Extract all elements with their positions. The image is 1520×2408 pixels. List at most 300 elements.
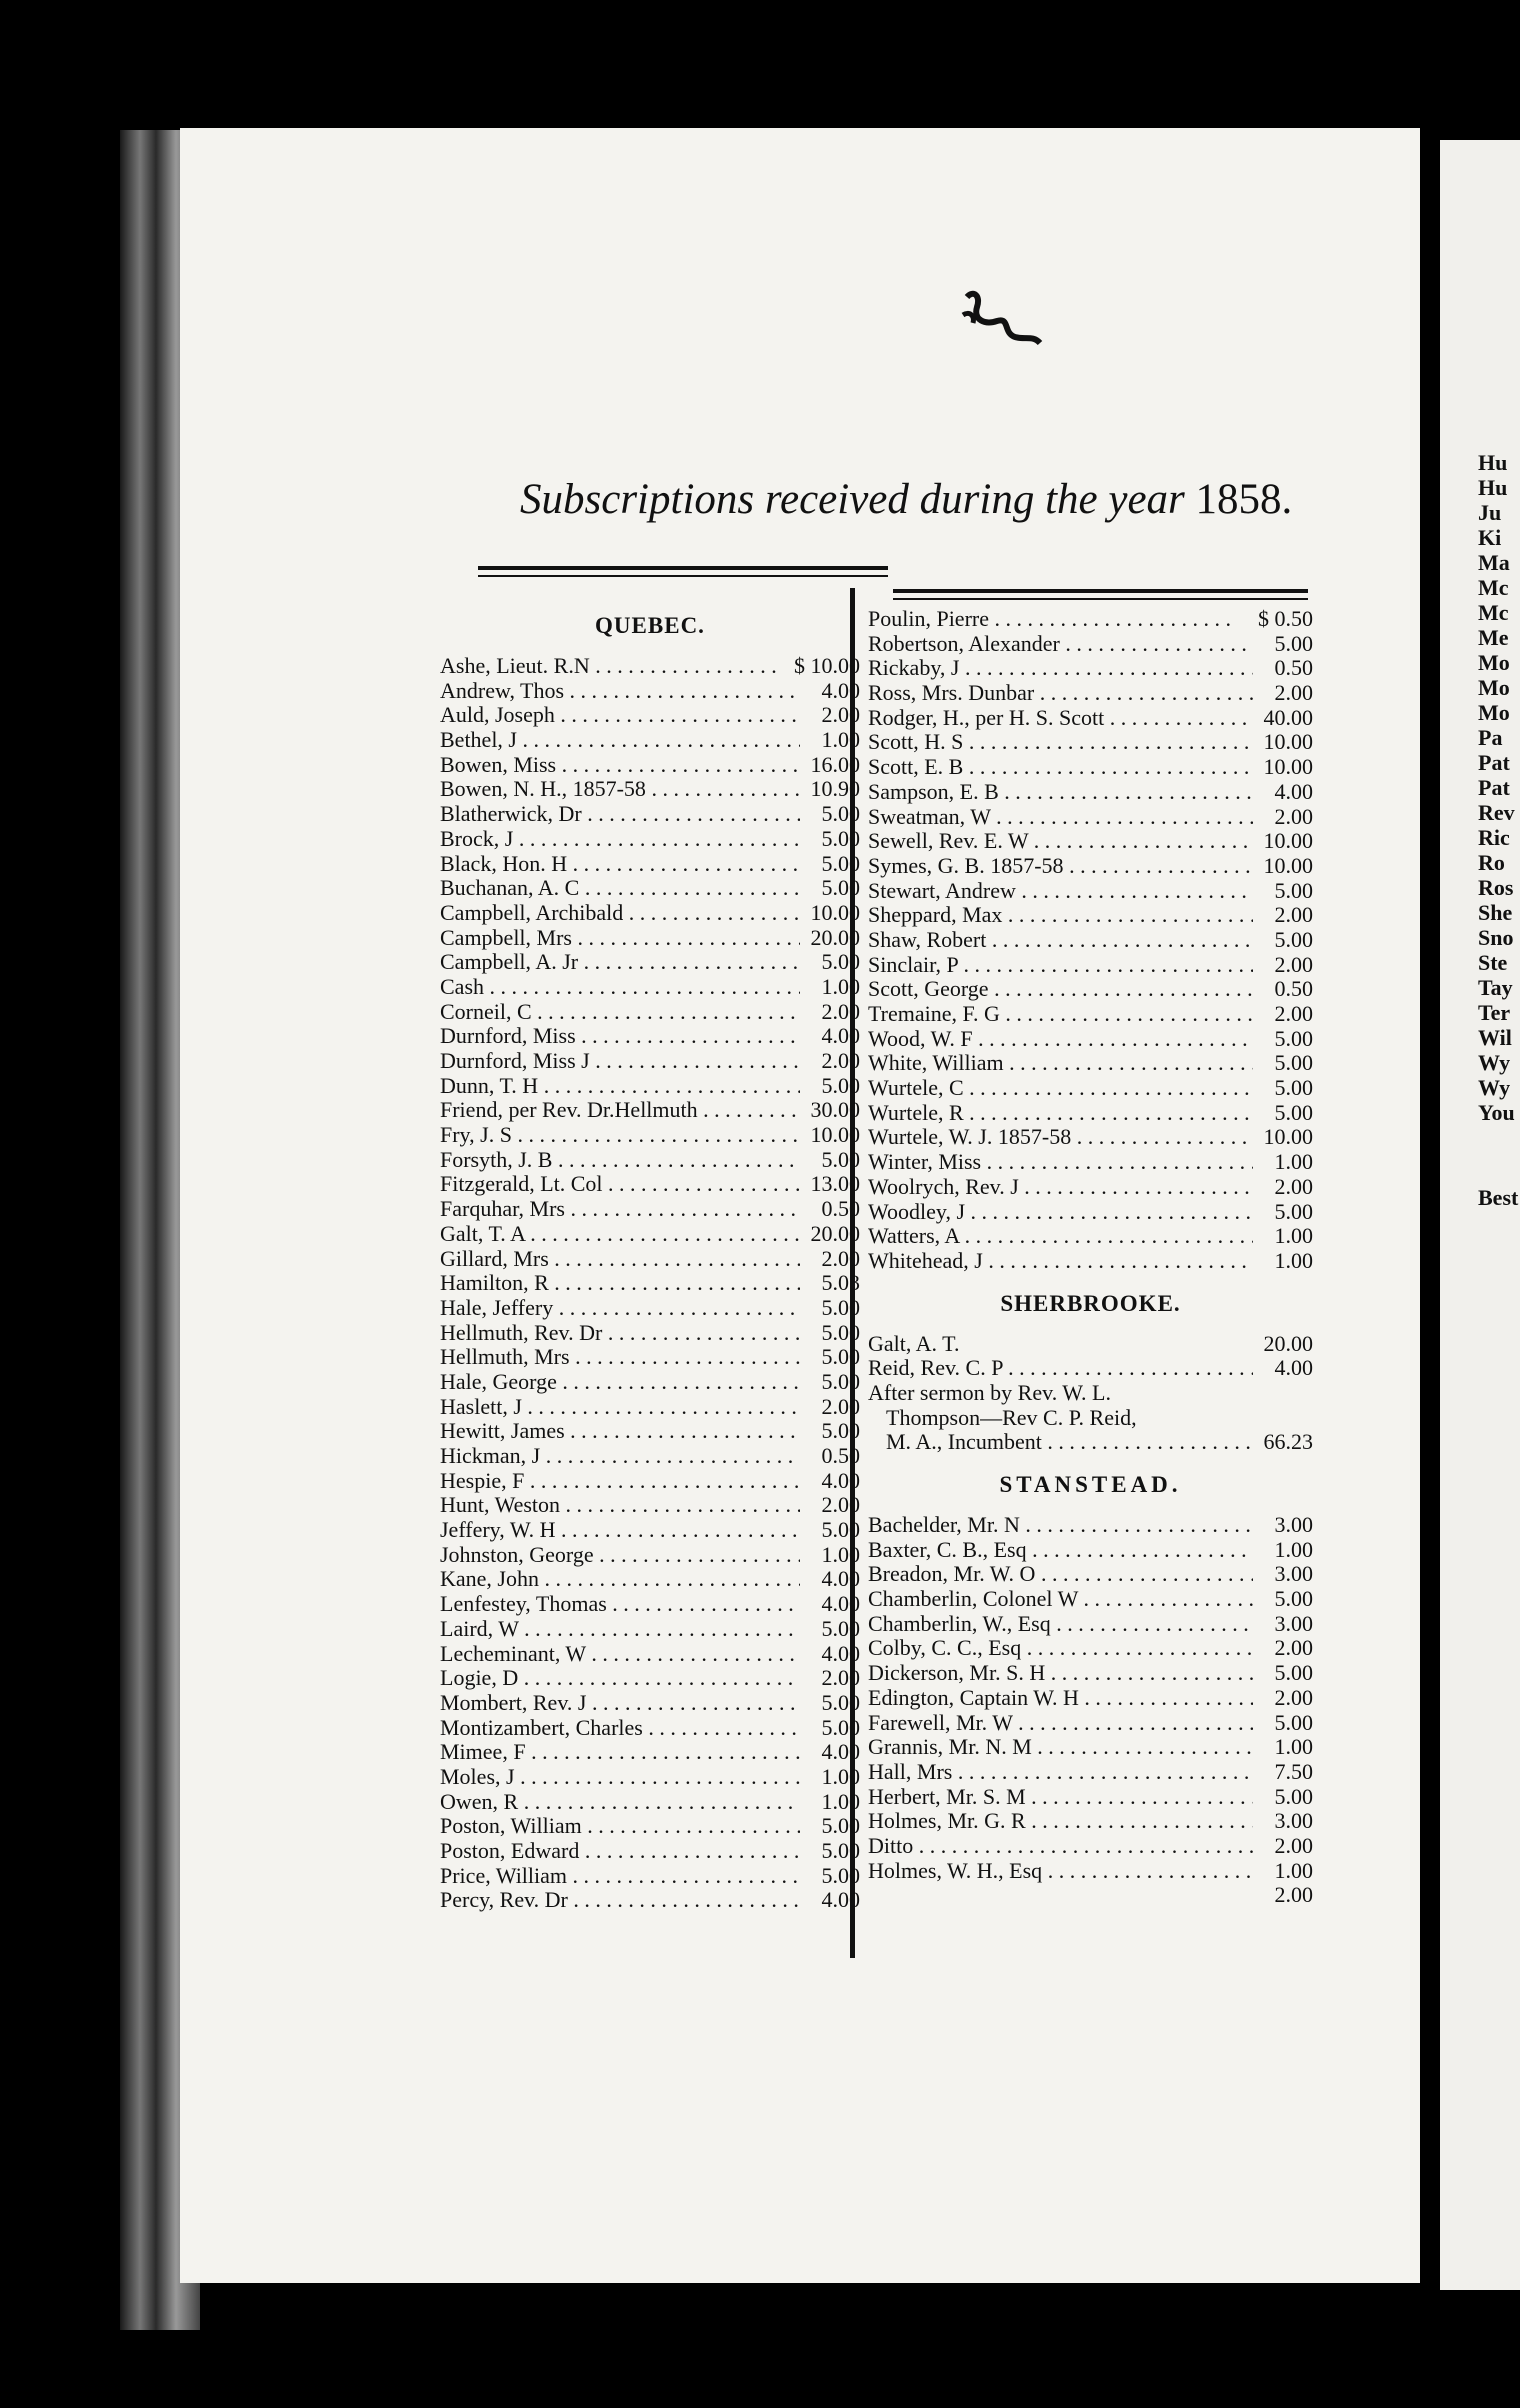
quebec-continued-row: [868, 1174, 1313, 1199]
entry-name: Lecheminant, W . . .: [440, 1641, 800, 1667]
quebec-continued-row: [868, 804, 1313, 829]
entry-amount: 2.00: [1274, 803, 1313, 829]
adjacent-page-fragment: Ric: [1478, 825, 1510, 850]
entry-name: Andrew, Thos . . .: [440, 678, 800, 704]
entry-name: Robertson, Alexander . . .: [868, 631, 1253, 657]
quebec-continued-row: [868, 631, 1313, 656]
entry-amount: 3.00: [1274, 1561, 1313, 1587]
entry-amount: 2.00: [821, 1245, 860, 1271]
entry-amount: 10.00: [1263, 729, 1313, 755]
quebec-entry-row: [440, 1097, 860, 1122]
quebec-entry-row: [440, 1320, 860, 1345]
quebec-entry-row: [440, 1715, 860, 1740]
entry-name: Buchanan, A. C . . .: [440, 875, 800, 901]
quebec-entry-row: [440, 826, 860, 851]
entry-name: Forsyth, J. B . . .: [440, 1147, 800, 1173]
entry-amount: 5.00: [821, 801, 860, 827]
entry-name: Dunn, T. H . . .: [440, 1073, 800, 1099]
quebec-entry-row: [440, 1418, 860, 1443]
entry-name: Black, Hon. H . . .: [440, 851, 800, 877]
entry-amount: 5.00: [821, 1615, 860, 1641]
entry-amount: 5.00: [1274, 1050, 1313, 1076]
entry-name: Percy, Rev. Dr . . .: [440, 1887, 800, 1913]
entry-name: Brock, J . . .: [440, 826, 800, 852]
quebec-entry-row: [440, 925, 860, 950]
quebec-continued-row: [868, 1223, 1313, 1248]
stanstead-entry-row: [868, 1784, 1313, 1809]
entry-amount: 5.00: [821, 1813, 860, 1839]
quebec-continued-row: [868, 1100, 1313, 1125]
entry-name: Tremaine, F. G . . .: [868, 1001, 1253, 1027]
entry-name: Stewart, Andrew . . .: [868, 878, 1253, 904]
adjacent-page-fragment: Mc: [1478, 575, 1509, 600]
quebec-entry-row: [440, 1344, 860, 1369]
adjacent-page-fragment: Wy: [1478, 1075, 1511, 1100]
entry-name: Woolrych, Rev. J . . .: [868, 1174, 1253, 1200]
entry-amount: 5.00: [821, 1689, 860, 1715]
adjacent-page-fragment: Wil: [1478, 1025, 1512, 1050]
stanstead-entry-row: [868, 1512, 1313, 1537]
entry-name: Bachelder, Mr. N . . .: [868, 1512, 1253, 1538]
entry-amount: 5.00: [1274, 1075, 1313, 1101]
entry-amount: 1.00: [1274, 1536, 1313, 1562]
entry-amount: 4.00: [821, 1887, 860, 1913]
entry-name: Sampson, E. B . . .: [868, 779, 1253, 805]
title-rule-right-thin: [893, 598, 1308, 600]
stanstead-entry-row: [868, 1710, 1313, 1735]
entry-name: Fry, J. S . . .: [440, 1122, 800, 1148]
quebec-continued-row: [868, 878, 1313, 903]
adjacent-page-fragment: Hu: [1478, 475, 1508, 500]
entry-name: Price, William . . .: [440, 1863, 800, 1889]
quebec-continued-row: [868, 655, 1313, 680]
stanstead-entry-row: [868, 1685, 1313, 1710]
sherbrooke-entry-row: [868, 1380, 1313, 1405]
quebec-entry-row: [440, 776, 860, 801]
entry-name: Sheppard, Max . . .: [868, 902, 1253, 928]
entry-amount: 2.00: [821, 998, 860, 1024]
stanstead-list: [868, 1512, 1313, 1907]
quebec-continued-row: [868, 976, 1313, 1001]
entry-name: Jeffery, W. H . . .: [440, 1517, 800, 1543]
entry-name: Wurtele, C . . .: [868, 1075, 1253, 1101]
entry-name: Winter, Miss . . .: [868, 1149, 1253, 1175]
entry-name: Blatherwick, Dr . . .: [440, 801, 800, 827]
adjacent-page-fragment: Mo: [1478, 700, 1510, 725]
entry-amount: 5.00: [821, 1146, 860, 1172]
ink-mark: [955, 285, 1055, 360]
entry-name: Scott, George . . .: [868, 976, 1253, 1002]
entry-name: Edington, Captain W. H . . .: [868, 1685, 1253, 1711]
title-year: 1858.: [1195, 476, 1293, 523]
sherbrooke-list: [868, 1331, 1313, 1454]
entry-amount: 30.00: [810, 1097, 860, 1123]
entry-amount: 0.50: [821, 1443, 860, 1468]
quebec-continued-row: [868, 952, 1313, 977]
entry-amount: 1.00: [821, 727, 860, 753]
entry-amount: 5.00: [821, 875, 860, 901]
entry-amount: 2.00: [821, 1393, 860, 1419]
entry-name: Hale, Jeffery . . .: [440, 1295, 800, 1321]
adjacent-page-fragment: Rev: [1478, 800, 1515, 825]
entry-amount: 1.00: [1274, 1857, 1313, 1883]
entry-name: Rodger, H., per H. S. Scott . . .: [868, 705, 1253, 731]
entry-name: Hale, George . . .: [440, 1369, 800, 1395]
entry-amount: 20.00: [810, 1220, 860, 1246]
entry-name: Laird, W . . .: [440, 1616, 800, 1642]
quebec-entry-row: [440, 1073, 860, 1098]
quebec-entry-row: [440, 1764, 860, 1789]
entry-amount: 40.00: [1263, 704, 1313, 730]
quebec-entry-row: [440, 702, 860, 727]
sherbrooke-entry-row: [868, 1405, 1313, 1430]
entry-name: M. A., Incumbent . . .: [868, 1429, 1253, 1455]
adjacent-page-fragment: Ter: [1478, 1000, 1511, 1025]
quebec-entry-row: [440, 900, 860, 925]
adjacent-page-fragment: Best: [1478, 1185, 1519, 1210]
entry-amount: 1.00: [821, 973, 860, 999]
quebec-entry-row: [440, 1122, 860, 1147]
sherbrooke-entry-row: [868, 1331, 1313, 1356]
entry-name: Farquhar, Mrs . . .: [440, 1196, 800, 1222]
quebec-entry-row: [440, 1369, 860, 1394]
entry-amount: 2.00: [821, 1665, 860, 1691]
entry-amount: 2.00: [821, 1048, 860, 1073]
entry-amount: 2.00: [1274, 1173, 1313, 1199]
adjacent-page-fragment: Pat: [1478, 750, 1510, 775]
quebec-continued-row: [868, 1001, 1313, 1026]
entry-amount: 3.00: [1274, 1610, 1313, 1636]
stanstead-entry-row: [868, 1586, 1313, 1611]
entry-name: After sermon by Rev. W. L.: [868, 1379, 1111, 1405]
entry-amount: 1.00: [1274, 1149, 1313, 1175]
entry-name: Wurtele, R . . .: [868, 1100, 1253, 1126]
quebec-entry-row: [440, 1616, 860, 1641]
entry-amount: 3.00: [1274, 1808, 1313, 1834]
entry-name: Symes, G. B. 1857-58 . . .: [868, 853, 1253, 879]
entry-name: Breadon, Mr. W. O . . .: [868, 1561, 1253, 1587]
entry-amount: 2.00: [1274, 1882, 1313, 1908]
entry-name: Owen, R . . .: [440, 1789, 800, 1815]
stanstead-entry-row: [868, 1808, 1313, 1833]
entry-amount: 10.00: [810, 1122, 860, 1148]
quebec-continued-row: [868, 1248, 1313, 1273]
adjacent-page-fragment: Ros: [1478, 875, 1514, 900]
entry-amount: 4.00: [1274, 778, 1313, 804]
entry-name: Johnston, George . . .: [440, 1542, 800, 1568]
entry-amount: 5.00: [821, 825, 860, 851]
quebec-entry-row: [440, 851, 860, 876]
entry-name: Poston, William . . .: [440, 1813, 800, 1839]
entry-name: Thompson—Rev C. P. Reid,: [886, 1404, 1137, 1430]
quebec-column: [440, 595, 860, 1912]
quebec-entry-row: [440, 1492, 860, 1517]
entry-amount: 2.00: [1274, 1001, 1313, 1026]
entry-name: Shaw, Robert . . .: [868, 927, 1253, 953]
entry-name: Ditto . . .: [868, 1833, 1253, 1859]
entry-name: Corneil, C . . .: [440, 999, 800, 1025]
entry-name: Lenfestey, Thomas . . .: [440, 1591, 800, 1617]
entry-amount: 5.00: [821, 1418, 860, 1444]
quebec-entry-row: [440, 1813, 860, 1838]
quebec-heading: QUEBEC.: [595, 613, 705, 638]
quebec-entry-row: [440, 1394, 860, 1419]
adjacent-page-fragment: Mc: [1478, 600, 1509, 625]
entry-amount: 1.00: [821, 1788, 860, 1814]
entry-amount: 2.00: [1274, 1635, 1313, 1661]
entry-name: Hellmuth, Rev. Dr . . .: [440, 1320, 800, 1346]
entry-name: Scott, H. S . . .: [868, 729, 1253, 755]
quebec-entry-row: [440, 1591, 860, 1616]
stanstead-entry-row: [868, 1759, 1313, 1784]
quebec-continued-row: [868, 1075, 1313, 1100]
stanstead-entry-row: [868, 1833, 1313, 1858]
adjacent-page-fragment: Mo: [1478, 650, 1510, 675]
stanstead-entry-row: [868, 1537, 1313, 1562]
quebec-entry-row: [440, 1641, 860, 1666]
entry-amount: 5.00: [1274, 1709, 1313, 1735]
entry-name: Campbell, Mrs . . .: [440, 925, 800, 951]
quebec-entry-row: [440, 801, 860, 826]
title-rule-right-thick: [893, 589, 1308, 593]
entry-amount: 2.00: [1274, 680, 1313, 706]
entry-amount: 2.00: [1274, 1684, 1313, 1710]
title-rule-left-thin: [478, 575, 888, 577]
entry-amount: 10.00: [1263, 852, 1313, 878]
stanstead-entry-row: [868, 1561, 1313, 1586]
entry-amount: 2.00: [821, 1492, 860, 1518]
entry-amount: 5.00: [1274, 926, 1313, 952]
quebec-continued-row: [868, 729, 1313, 754]
quebec-entry-row: [440, 1147, 860, 1172]
entry-amount: 10.00: [1263, 754, 1313, 780]
entry-amount: 2.00: [1274, 1832, 1313, 1858]
quebec-entry-row: [440, 1270, 860, 1295]
quebec-continued-row: [868, 779, 1313, 804]
entry-amount: 13.00: [810, 1171, 860, 1197]
adjacent-page-fragment: Hu: [1478, 450, 1508, 475]
entry-name: Holmes, Mr. G. R . . .: [868, 1808, 1253, 1834]
adjacent-page-fragment: Sno: [1478, 925, 1514, 950]
adjacent-page-fragment: Mo: [1478, 675, 1510, 700]
quebec-continued-list: [868, 606, 1313, 1273]
quebec-entry-row: [440, 1690, 860, 1715]
entry-name: Mombert, Rev. J . . .: [440, 1690, 800, 1716]
entry-amount: 2.00: [821, 702, 860, 728]
entry-amount: 0.50: [1274, 655, 1313, 681]
entry-amount: 3.00: [1274, 1512, 1313, 1537]
entry-name: Hellmuth, Mrs . . .: [440, 1344, 800, 1370]
entry-name: Hamilton, R . . .: [440, 1270, 800, 1296]
adjacent-page-fragment: Ste: [1478, 950, 1508, 975]
entry-name: Chamberlin, Colonel W . . .: [868, 1586, 1253, 1612]
entry-name: Dickerson, Mr. S. H . . .: [868, 1660, 1253, 1686]
entry-amount: 5.00: [821, 1294, 860, 1320]
quebec-entry-row: [440, 727, 860, 752]
quebec-continued-row: [868, 828, 1313, 853]
adjacent-page-fragment: She: [1478, 900, 1513, 925]
quebec-continued-row: [868, 902, 1313, 927]
entry-amount: 20.00: [1263, 1330, 1313, 1356]
right-column: [868, 606, 1313, 1907]
quebec-continued-row: [868, 927, 1313, 952]
entry-name: Hunt, Weston . . .: [440, 1492, 800, 1518]
quebec-entry-row: [440, 1246, 860, 1271]
adjacent-page-fragment: You: [1478, 1100, 1515, 1125]
entry-amount: $ 0.50: [1258, 606, 1313, 631]
entry-name: Chamberlin, W., Esq . . .: [868, 1611, 1253, 1637]
entry-name: Montizambert, Charles . . .: [440, 1715, 800, 1741]
quebec-entry-row: [440, 1443, 860, 1468]
entry-name: Poulin, Pierre . . .: [868, 606, 1231, 632]
entry-amount: 1.00: [1274, 1734, 1313, 1760]
quebec-entry-row: [440, 1838, 860, 1863]
entry-name: Hickman, J . . .: [440, 1443, 800, 1469]
adjacent-page-strip: [1440, 140, 1520, 2290]
adjacent-page-fragment: Me: [1478, 625, 1509, 650]
entry-name: Baxter, C. B., Esq . . .: [868, 1537, 1253, 1563]
entry-name: Bowen, N. H., 1857-58 . . .: [440, 776, 800, 802]
quebec-entry-row: [440, 1887, 860, 1912]
entry-amount: 5.00: [821, 1368, 860, 1394]
adjacent-page-fragment: Ma: [1478, 550, 1510, 575]
entry-amount: 10.00: [810, 899, 860, 925]
quebec-list: [440, 653, 860, 1912]
stanstead-entry-row: [868, 1611, 1313, 1636]
entry-amount: 0.50: [1274, 976, 1313, 1002]
adjacent-page-fragment: Ki: [1478, 525, 1502, 550]
quebec-entry-row: [440, 1196, 860, 1221]
quebec-entry-row: [440, 1221, 860, 1246]
entry-amount: 5.03: [821, 1270, 860, 1296]
quebec-continued-row: [868, 1199, 1313, 1224]
entry-amount: 5.00: [821, 1714, 860, 1740]
quebec-entry-row: [440, 999, 860, 1024]
entry-amount: $ 10.00: [794, 653, 860, 678]
entry-amount: 5.00: [1274, 1025, 1313, 1051]
entry-amount: 5.00: [821, 1517, 860, 1543]
stanstead-entry-row: [868, 1635, 1313, 1660]
entry-name: Haslett, J . . .: [440, 1394, 800, 1420]
sherbrooke-heading: SHERBROOKE.: [1000, 1290, 1181, 1316]
entry-amount: 0.50: [821, 1196, 860, 1222]
entry-name: Sweatman, W . . .: [868, 804, 1253, 830]
entry-name: Fitzgerald, Lt. Col . . .: [440, 1171, 800, 1197]
entry-amount: 5.00: [821, 1838, 860, 1863]
entry-name: Sinclair, P . . .: [868, 952, 1253, 978]
quebec-continued-row: [868, 680, 1313, 705]
entry-amount: 4.00: [821, 1467, 860, 1493]
title-rule-left-thick: [478, 566, 888, 570]
adjacent-page-fragment: Tay: [1478, 975, 1513, 1000]
entry-name: Campbell, Archibald . . .: [440, 900, 800, 926]
entry-amount: 5.00: [1274, 877, 1313, 903]
entry-amount: 5.00: [821, 850, 860, 876]
entry-amount: 20.00: [810, 924, 860, 950]
entry-name: Moles, J . . .: [440, 1764, 800, 1790]
entry-amount: 5.00: [821, 1072, 860, 1098]
adjacent-page-fragment: Wy: [1478, 1050, 1511, 1075]
entry-amount: 5.00: [821, 1319, 860, 1345]
entry-name: Ashe, Lieut. R.N . . .: [440, 653, 778, 679]
entry-name: Grannis, Mr. N. M . . .: [868, 1734, 1253, 1760]
entry-name: Campbell, A. Jr . . .: [440, 949, 800, 975]
entry-name: Colby, C. C., Esq . . .: [868, 1635, 1253, 1661]
entry-amount: 5.00: [1274, 1783, 1313, 1809]
quebec-continued-row: [868, 1149, 1313, 1174]
entry-amount: 66.23: [1263, 1429, 1313, 1455]
quebec-continued-row: [868, 853, 1313, 878]
quebec-entry-row: [440, 1295, 860, 1320]
sherbrooke-entry-row: [868, 1355, 1313, 1380]
entry-name: Herbert, Mr. S. M . . .: [868, 1784, 1253, 1810]
entry-amount: 5.00: [1274, 1099, 1313, 1125]
entry-name: Kane, John . . .: [440, 1566, 800, 1592]
title-text: Subscriptions received during the year: [520, 476, 1185, 523]
entry-name: Bowen, Miss . . .: [440, 752, 800, 778]
entry-name: Bethel, J . . .: [440, 727, 800, 753]
quebec-entry-row: [440, 1863, 860, 1888]
quebec-entry-row: [440, 1468, 860, 1493]
entry-name: Durnford, Miss . . .: [440, 1023, 800, 1049]
quebec-continued-row: [868, 1124, 1313, 1149]
quebec-entry-row: [440, 1542, 860, 1567]
entry-name: Holmes, W. H., Esq . . .: [868, 1858, 1253, 1884]
entry-amount: 5.00: [821, 1862, 860, 1888]
quebec-continued-row: [868, 606, 1313, 631]
entry-amount: 7.50: [1274, 1758, 1313, 1784]
entry-name: Ross, Mrs. Dunbar . . .: [868, 680, 1253, 706]
entry-name: Galt, T. A . . .: [440, 1221, 800, 1247]
entry-amount: 2.00: [1274, 902, 1313, 928]
entry-name: Rickaby, J . . .: [868, 655, 1253, 681]
adjacent-page-fragment: Pa: [1478, 725, 1503, 750]
quebec-continued-row: [868, 754, 1313, 779]
entry-amount: 10.90: [810, 776, 860, 802]
entry-amount: 10.00: [1263, 828, 1313, 854]
entry-name: Sewell, Rev. E. W . . .: [868, 828, 1253, 854]
entry-amount: 5.00: [1274, 1198, 1313, 1224]
entry-amount: 5.00: [1274, 630, 1313, 656]
quebec-entry-row: [440, 653, 860, 678]
adjacent-page-fragment: Ro: [1478, 850, 1505, 875]
entry-name: Hespie, F . . .: [440, 1468, 800, 1494]
quebec-entry-row: [440, 1789, 860, 1814]
entry-amount: 4.00: [821, 677, 860, 703]
quebec-entry-row: [440, 949, 860, 974]
entry-name: Hall, Mrs . . .: [868, 1759, 1253, 1785]
entry-amount: 10.00: [1263, 1124, 1313, 1150]
quebec-entry-row: [440, 678, 860, 703]
entry-name: Wood, W. F . . .: [868, 1026, 1253, 1052]
stanstead-entry-row: [868, 1734, 1313, 1759]
entry-amount: 1.00: [1274, 1247, 1313, 1273]
stanstead-entry-row: [868, 1882, 1313, 1907]
entry-name: Scott, E. B . . .: [868, 754, 1253, 780]
adjacent-page-fragment: Ju: [1478, 500, 1502, 525]
entry-amount: 4.00: [821, 1566, 860, 1592]
entry-name: Logie, D . . .: [440, 1665, 800, 1691]
entry-amount: 2.00: [1274, 951, 1313, 977]
entry-name: Hewitt, James . . .: [440, 1418, 800, 1444]
quebec-entry-row: [440, 1171, 860, 1196]
quebec-continued-row: [868, 1026, 1313, 1051]
quebec-entry-row: [440, 1048, 860, 1073]
entry-name: Reid, Rev. C. P . . .: [868, 1355, 1253, 1381]
entry-amount: 1.00: [821, 1763, 860, 1789]
entry-amount: 16.00: [810, 751, 860, 777]
entry-name: Poston, Edward . . .: [440, 1838, 800, 1864]
